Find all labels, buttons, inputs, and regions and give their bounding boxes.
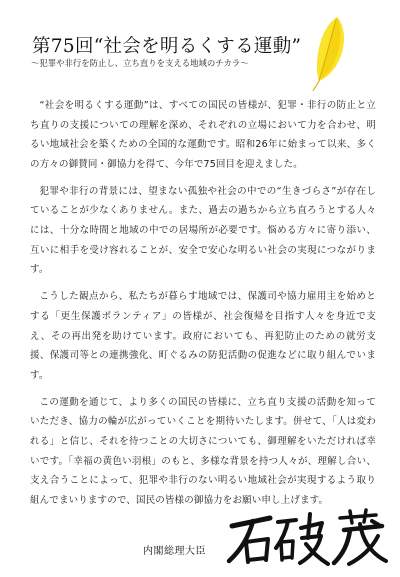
handwritten-signature	[226, 508, 390, 568]
body-paragraph-1: “社会を明るくする運動”は、すべての国民の皆様が、犯罪・非行の防止と立ち直りの支援についての理解を深め、それぞれの立場において力を合わせ、明るい地域社会を築くための全国的な運動です。昭和26年に始まって以来、多くの方々の御賛同・御協力を得て、今年で75回目を迎えました。	[30, 100, 376, 170]
yellow-feather-icon	[300, 14, 350, 92]
signatory-title: 内閣総理大臣	[143, 546, 206, 557]
document-title: 第75回“社会を明るくする運動”	[32, 36, 302, 57]
document-subtitle: ～犯罪や非行を防止し、立ち直りを支える地域のチカラ～	[31, 58, 249, 68]
body-paragraph-3: こうした観点から、私たちが暮らす地域では、保護司や協力雇用主を始めとする「更生保護ボランティア」の皆様が、社会復帰を目指す人々を身近で支え、その再出発を助けています。政府においても、再犯防止のための就労支援、保護司等との連携強化、町ぐるみの防犯活動の促進などに取り組んでいます。	[30, 291, 376, 381]
message-body	[30, 96, 376, 518]
body-paragraph-2: 犯罪や非行の背景には、望まない孤独や社会の中での“生きづらさ”が存在していることが少なくありません。また、過去の過ちから立ち直ろうとする人々には、十分な時間と地域の中での居場所が必要です。悩める方々に寄り添い、互いに相手を受け容れることが、安全で安心な明るい社会の実現につながります。	[30, 185, 376, 276]
body-paragraph-4: この運動を通じて、より多くの国民の皆様に、立ち直り支援の活動を知っていただき、協力の輪が広がっていくことを期待いたします。併せて、「人は変われる」と信じ、それを待つことの大切さについても、御理解をいただければ幸いです。「幸福の黄色い羽根」のもと、多様な背景を持つ人々が、理解し合い、支え合うことによって、犯罪や非行のない明るい地域社会が実現するよう取り組んでまいりますので、国民の皆様の御協力をお願い申し上げます。	[30, 396, 376, 506]
